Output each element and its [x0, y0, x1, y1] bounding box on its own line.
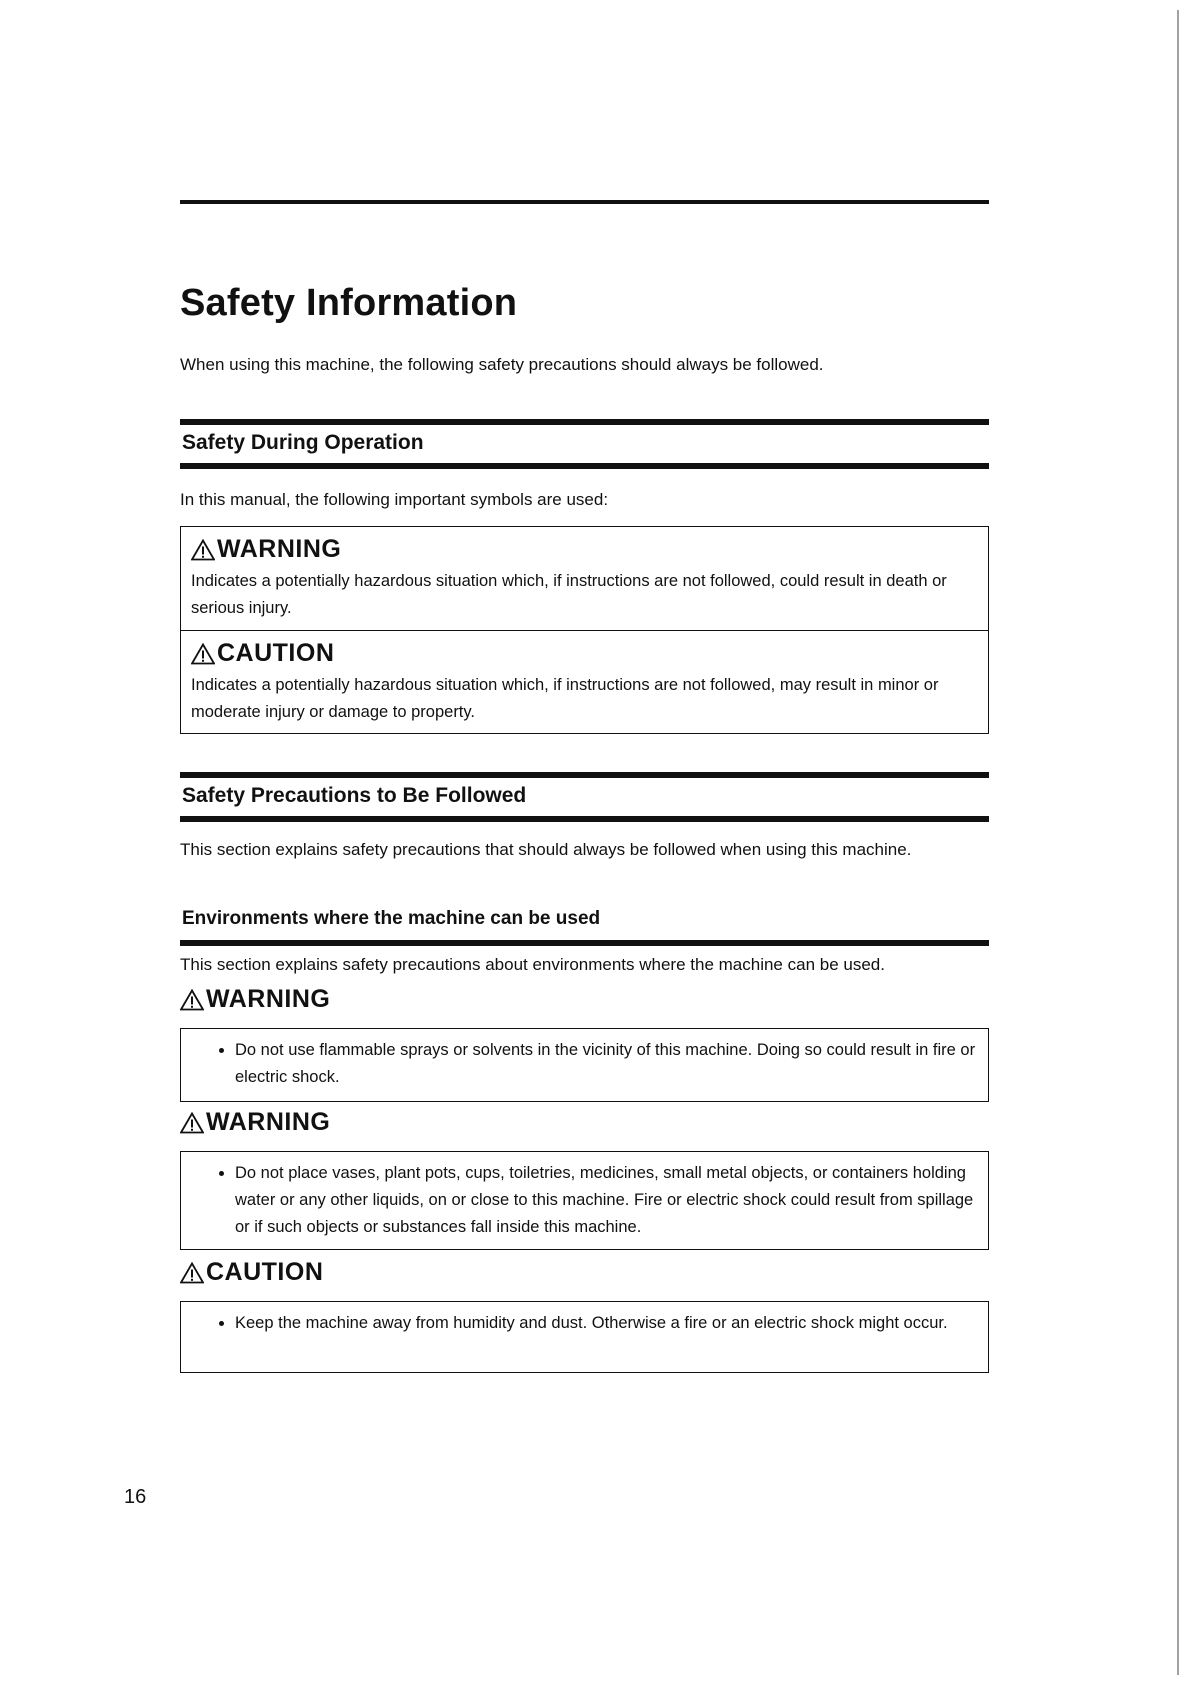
section-heading-precautions — [180, 772, 989, 822]
caution-item-1: • Keep the machine away from humidity and dust. Otherwise a fire or an electric shock might occur. — [235, 1310, 988, 1337]
warning-box-1 — [180, 1028, 989, 1102]
caution-signal-label: CAUTION — [217, 639, 335, 667]
warning-triangle-icon — [191, 539, 215, 561]
subsection-heading-environments-label: Environments where the machine can be used — [182, 908, 601, 929]
warning-definition-text: Indicates a potentially hazardous situation which, if instructions are not followed, could result in death or serious injury. — [191, 572, 947, 617]
warning-signal-label: WARNING — [217, 535, 342, 563]
caution-triangle-icon — [180, 1262, 204, 1284]
page-title: Safety Information — [180, 282, 518, 324]
warning-triangle-icon — [180, 989, 204, 1011]
warning-heading-1 — [180, 985, 330, 1014]
section-heading-precautions-label: Safety Precautions to Be Followed — [182, 784, 527, 807]
operation-lead: In this manual, the following important symbols are used: — [180, 490, 609, 509]
caution-box-1 — [180, 1301, 989, 1373]
caution-definition-text: Indicates a potentially hazardous situation which, if instructions are not followed, may result in minor or moderate injury or damage to property. — [191, 676, 939, 721]
warning-heading-1-label: WARNING — [206, 985, 331, 1013]
warning-heading-2-label: WARNING — [206, 1108, 331, 1136]
section-heading-operation — [180, 419, 989, 469]
symbol-definitions-box — [180, 526, 989, 734]
warning-item-1: • Do not use flammable sprays or solvents in the vicinity of this machine. Doing so could result in fire or electric shock. — [235, 1037, 988, 1091]
caution-heading-1-label: CAUTION — [206, 1258, 324, 1286]
warning-signal — [191, 535, 988, 564]
scan-edge-line — [1177, 10, 1179, 1675]
precautions-lead: This section explains safety precautions that should always be followed when using this machine. — [180, 840, 912, 859]
top-rule — [180, 200, 989, 204]
environments-lead: This section explains safety precautions about environments where the machine can be used. — [180, 955, 885, 974]
definition-warning — [181, 527, 988, 630]
warning-triangle-icon — [180, 1112, 204, 1134]
caution-heading-1 — [180, 1258, 323, 1287]
subsection-heading-environments — [180, 906, 989, 946]
page-number: 16 — [124, 1486, 147, 1508]
section-heading-operation-label: Safety During Operation — [182, 431, 424, 454]
caution-triangle-icon — [191, 643, 215, 665]
warning-box-2 — [180, 1151, 989, 1250]
intro-text: When using this machine, the following safety precautions should always be followed. — [180, 355, 824, 374]
definition-caution — [181, 630, 988, 734]
caution-signal — [191, 639, 988, 668]
warning-heading-2 — [180, 1108, 330, 1137]
warning-item-2: • Do not place vases, plant pots, cups, toiletries, medicines, small metal objects, or containers holding water or any other liquids, on or close to this machine. Fire or electric shock could result from spillage or if such objects or substances fall inside this machine. — [235, 1160, 988, 1241]
